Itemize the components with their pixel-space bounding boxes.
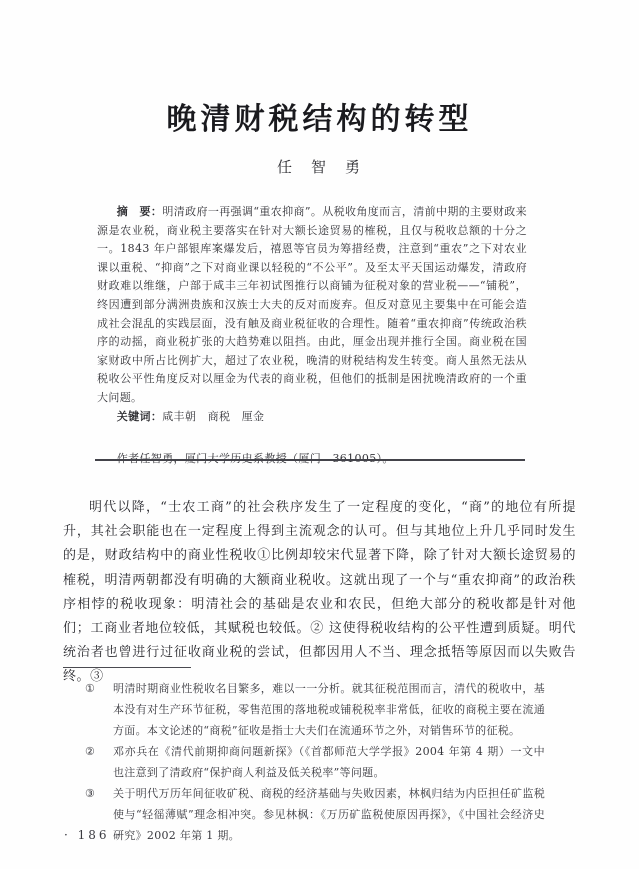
footnote-marker: ② xyxy=(85,745,96,758)
abstract-label: 摘 要： xyxy=(116,205,163,218)
footnote-item xyxy=(63,741,545,783)
footnote-text: 邓亦兵在《清代前期抑商问题新探》（《首都师范大学学报》2004 年第 4 期）一文中也注意到了清政府“保护商人利益及低关税率”等问题。 xyxy=(113,745,545,779)
footnote-divider xyxy=(63,667,191,668)
page-number: · 186 · xyxy=(64,828,124,842)
footnote-item xyxy=(63,783,545,846)
author-affiliation-note: 作者任智勇，厦门大学历史系教授（厦门 361005）。 xyxy=(116,452,394,466)
abstract-text: 明清政府一再强调“重农抑商”。从税收角度而言，清前中期的主要财政来源是农业税，商业税主要落实在针对大额长途贸易的榷税，且仅与税收总额的十分之一。1843 年户部银库案爆发后，禧恩等官员为筹措经费，注意到“重农”之下对农业课以重税、“抑商”之下对商业课以轻税的“不公平”。及至太平天国运动爆发，清政府财政难以维继，户部于咸丰三年初试图推行以商铺为征税对象的营业税——“铺税”，终因遭到部分满洲贵族和汉族士大夫的反对而废弃。但反对意见主要集中在可能会造成社会混乱的实践层面，没有触及商业税征收的合理性。随着“重农抑商”传统政治秩序的动摇，商业税扩张的大趋势难以阻挡。由此，厘金出现并推行全国。商业税在国家财政中所占比例扩大，超过了农业税，晚清的财税结构发生转变。商人虽然无法从税收公平性角度反对以厘金为代表的商业税，但他们的抵制是困扰晚清政府的一个重大问题。 xyxy=(97,205,527,404)
footnote-text: 明清时期商业性税收名目繁多，难以一一分析。就其征税范围而言，清代的税收中，基本没有对生产环节征税，零售范围的落地税或铺税税率非常低，征收的商税主要在流通方面。本文论述的“商税”征收是指士大夫们在流通环节之外，对销售环节的征税。 xyxy=(113,682,545,737)
footnote-item xyxy=(63,678,545,741)
keywords-line xyxy=(97,408,527,427)
footnote-marker: ① xyxy=(85,682,96,695)
footnotes-section xyxy=(63,678,545,846)
keywords-label: 关键词： xyxy=(116,409,163,423)
paper-author-name: 任 智 勇 xyxy=(276,158,362,176)
abstract-divider xyxy=(95,459,525,461)
abstract-paragraph xyxy=(97,203,527,408)
footnote-marker: ③ xyxy=(85,787,96,800)
footnote-text: 关于明代万历年间征收矿税、商税的经济基础与失败因素，林枫归结为内臣担任矿监税使与“轻徭薄赋”理念相冲突。参见林枫：《万历矿监税使原因再探》，《中国社会经济史研究》2002 年第 1 期。 xyxy=(113,787,545,842)
keywords-text: 咸丰朝 商税 厘金 xyxy=(162,409,265,423)
abstract-block xyxy=(97,203,527,469)
body-paragraph: 明代以降，“士农工商”的社会秩序发生了一定程度的变化，“商”的地位有所提升，其社会职能也在一定程度上得到主流观念的认可。但与其地位上升几乎同时发生的是，财政结构中的商业性税收①比例却较宋代显著下降，除了针对大额长途贸易的榷税，明清两朝都没有明确的大额商业税收。这就出现了一个与“重农抑商”的政治秩序相悖的税收现象：明清社会的基础是农业和农民，但绝大部分的税收都是针对他们；工商业者地位较低，其赋税也较低。② 这使得税收结构的公平性遭到质疑。明代统治者也曾进行过征收商业税的尝试，但都因用人不当、理念抵牾等原因而以失败告终。③ xyxy=(63,500,576,685)
paper-title: 晚清财税结构的转型 xyxy=(166,102,473,137)
